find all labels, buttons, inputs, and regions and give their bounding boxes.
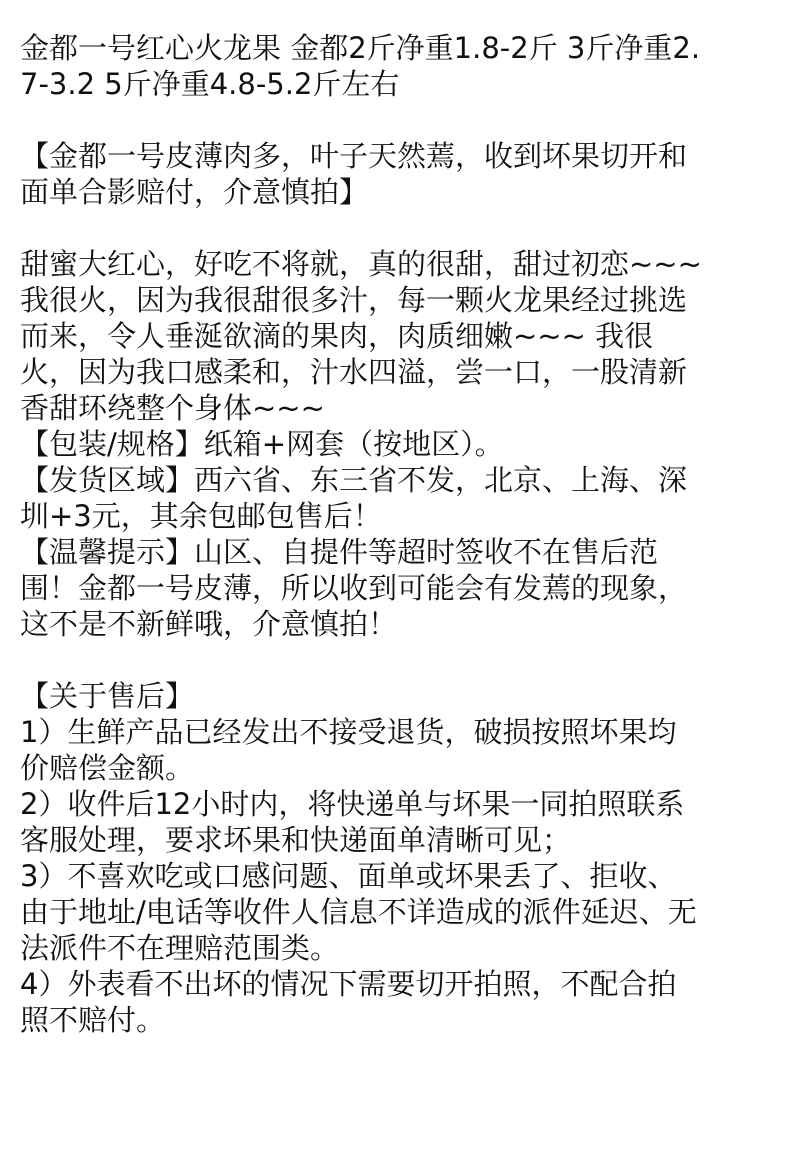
after-sales-line: 客服处理，要求坏果和快递面单清晰可见； [20, 823, 572, 857]
packaging-line: 【包装/规格】纸箱+网套（按地区）。 [20, 427, 504, 461]
title-block [20, 30, 780, 102]
after-sales-line: 3）不喜欢吃或口感问题、面单或坏果丢了、拒收、 [20, 859, 677, 893]
notice-block [20, 138, 780, 210]
title-line: 7-3.2 5斤净重4.8-5.2斤左右 [20, 67, 400, 101]
description-line: 香甜环绕整个身体~~~ [20, 391, 325, 425]
shipping-area-line: 【发货区域】西六省、东三省不发，北京、上海、深 [20, 463, 688, 497]
after-sales-line: 法派件不在理赔范围类。 [20, 931, 340, 965]
after-sales-line: 价赔偿金额。 [20, 751, 195, 785]
description-line: 而来，令人垂涎欲滴的果肉，肉质细嫩~~~ 我很 [20, 319, 654, 353]
product-description [20, 30, 780, 1038]
description-line: 火，因为我口感柔和，汁水四溢，尝一口，一股清新 [20, 355, 688, 389]
reminder-line: 这不是不新鲜哦，介意慎拍！ [20, 607, 398, 641]
spacer [20, 642, 780, 678]
title-line: 金都一号红心火龙果 金都2斤净重1.8-2斤 3斤净重2. [20, 31, 701, 65]
after-sales-line: 4）外表看不出坏的情况下需要切开拍照，不配合拍 [20, 967, 677, 1001]
spacer [20, 210, 780, 246]
reminder-line: 围！金都一号皮薄，所以收到可能会有发蔫的现象， [20, 571, 688, 605]
description-block [20, 246, 780, 642]
description-line: 我很火，因为我很甜很多汁，每一颗火龙果经过挑选 [20, 283, 688, 317]
after-sales-line: 照不赔付。 [20, 1003, 166, 1037]
after-sales-block [20, 678, 780, 1038]
reminder-line: 【温馨提示】山区、自提件等超时签收不在售后范 [20, 535, 659, 569]
notice-line: 面单合影赔付，介意慎拍】 [20, 175, 369, 209]
after-sales-line: 2）收件后12小时内，将快递单与坏果一同拍照联系 [20, 787, 685, 821]
notice-line: 【金都一号皮薄肉多，叶子天然蔫，收到坏果切开和 [20, 139, 688, 173]
after-sales-line: 由于地址/电话等收件人信息不详造成的派件延迟、无 [20, 895, 697, 929]
shipping-area-line: 圳+3元，其余包邮包售后！ [20, 499, 382, 533]
description-line: 甜蜜大红心，好吃不将就，真的很甜，甜过初恋~~~ [20, 247, 702, 281]
after-sales-heading: 【关于售后】 [20, 679, 195, 713]
spacer [20, 102, 780, 138]
after-sales-line: 1）生鲜产品已经发出不接受退货，破损按照坏果均 [20, 715, 677, 749]
